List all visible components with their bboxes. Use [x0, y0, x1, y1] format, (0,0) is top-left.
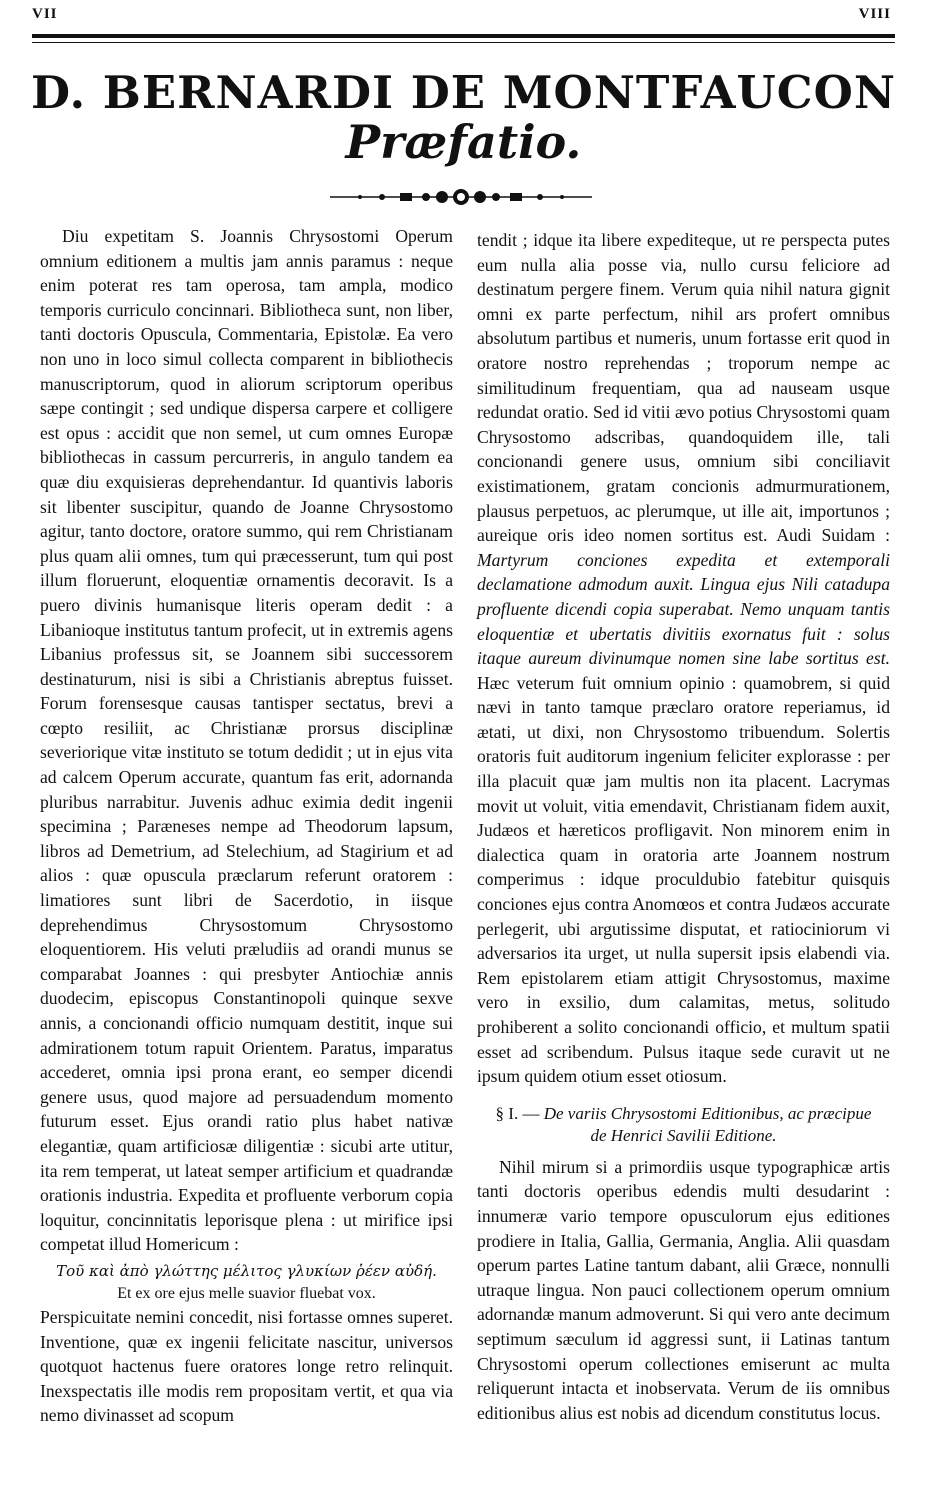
greek-verse: Τοῦ καὶ ἀπὸ γλώττης μέλιτος γλυκίων ῥέεν αὐδή.: [56, 1261, 437, 1280]
paragraph-perspicuity: Perspicuitate nemini concedit, nisi fortasse omnes superet. Inventione, quæ ex ingenii felicitate nascitur, universos quotquot hactenus fuere oratores longe retro relinquit. Inexspectatis ille modis rem propositam vertit, et qua via nemo divinasset ad scopum: [40, 1306, 453, 1426]
page-title: D. BERNARDI DE MONTFAUCON: [31, 66, 896, 119]
paragraph-continuation: tendit ; idque ita libere expediteque, ut re perspecta putes eum nulla alia posse via, nullo cursu feliciore ad destinatum pergere finem. Verum quia nihil natura gignit omni ex parte perfectum, nihil ars profert omnibus absolutum partibus et numeris, unum fortasse erit quod in oratore nostro reprehendas ; troporum nempe ac similitudinum frequentiam, qua ad nauseam usque redundat oratio. Sed id vitii ævo potius Chrysostomi quam Chrysostomo adscribas, quandoquidem ille, tali concionandi genere usus, omnium sibi conciliavit existimationem, gratam concionis admurmurationem, plausus perpetuos, ac plerumque, ut ille ait, importunos ; aureique oris ideo nomen sortitus est. Audi Suidam :: [477, 230, 890, 546]
section-title-line1: De variis Chrysostomi Editionibus, ac præcipue: [543, 1103, 872, 1123]
right-column: [477, 228, 890, 1425]
folio-right: VIII: [858, 6, 891, 22]
paragraph-editions: Nihil mirum si a primordiis usque typographicæ artis tanti doctoris operibus edendis multi desudarint : innumeræ vario tempore opusculorum ejus editiones prodiere in Italia, Gallia, Germania, Anglia. Alii quasdam operum partes Latine tantum dabant, alii Græce, nonnulli utraque lingua. Non pauci collectionem operum omnium adornandæ manum admoverunt. Si qui vero ante decimum septimum sæculum id aggressi sunt, ii Latinas tantum Chrysostomi operum collectiones emiserunt ac multa reliquerunt intacta et inobservata. Verum de iis omnibus editionibus alius est nobis ad dicendum constitutus locus.: [477, 1156, 890, 1423]
header-rule-thin: [32, 42, 895, 43]
section-title-line2: de Henrici Savilii Editione.: [590, 1125, 777, 1145]
section-heading: [477, 1103, 890, 1147]
ornament-divider: [330, 186, 592, 208]
left-column: [40, 224, 453, 1428]
folio-left: VII: [32, 6, 58, 22]
suidas-quote: Martyrum conciones expedita et extemporali declamatione admodum auxit. Lingua ejus Nili catadupa profluente dicendi copia superabat. Nemo unquam tantis eloquentiæ et ubertatis divitiis exornatus fuit : solus itaque aureum divinumque nomen sine labe sortitus est.: [477, 549, 890, 669]
header-rule-thick: [32, 34, 895, 38]
paragraph-continuation-b: Hæc veterum fuit omnium opinio : quamobrem, si quid nævi in tanto tamque præclaro oratore reperiamus, id ætati, ut dixi, non Chrysostomo tribuendum. Solertis oratoris fuit auditorum ingenium feliciter explorasse : per illa placuit quæ jam multis non ita placent. Lacrymas movit ut voluit, vitia emendavit, Christianam fidem auxit, Judæos et hæreticos profligavit. Non minorem enim in dialectica quam in oratoria arte Joannem nostrum comperimus : idque proculdubio fatebitur quisquis conciones ejus contra Anomœos et contra Judæos accurate perlegerit, ubi argutissime disputat, et ratiociniorum vi adversarios ita urget, ut nulla supersit ipsis elabendi via. Rem epistolarem etiam attigit Chrysostomus, maxime vero in exsilio, dum calamitas, metus, solitudo prohiberent a solito concionandi officio, et multum spatii esset ad scribendum. Pulsus itaque sede curavit ut ne ipsum quidem otium esset otiosum.: [477, 672, 890, 1087]
page-subtitle: Præfatio.: [345, 115, 582, 169]
section-number: § I. —: [495, 1103, 540, 1123]
latin-verse: Et ex ore ejus melle suavior fluebat vox.: [117, 1284, 376, 1302]
paragraph-intro: Diu expetitam S. Joannis Chrysostomi Operum omnium editionem a multis jam annis paramus : neque enim poterat res tam operosa, tam ampla, modico temporis curriculo concinnari. Bibliotheca sunt, non liber, tanti doctoris Opuscula, Commentaria, Epistolæ. Ea vero non uno in loco simul collecta comparent in bibliothecis manuscriptorum, quod in aliorum scriptorum operibus sæpe contingit ; sed undique dispersa carpere et colligere est opus : accidit que non semel, ut cum omnes Europæ bibliothecas in cassum percurreris, in angulo tandem ea quæ diu exquisieras deprehendantur. Id quantivis laboris sit libenter suscipitur, quando de Joanne Chrysostomo agitur, tanto doctore, oratore summo, qui rem Christianam plus quam alii omnes, tum qui præcesserunt, tum qui post illum floruerunt, eloquentiæ ornamentis decoravit. Is a puero divinis humanisque literis operam dedit : a Libanioque institutus tantum profecit, ut in extremis agens Libanius professus sit, se Joannem sibi successorem destinaturum, nisi is sibi a Christianis abreptus fuisset. Forum forensesque causas tantisper sectatus, brevi a cœpto resiliit, ac Christianæ prorsus disciplinæ severiorique vitæ instituto se totum dedidit ; ut in ejus vita ad calcem Operum accurate, quantum fas erit, adornanda pluribus narrabitur. Juvenis adhuc eximia dedit ingenii specimina ; Paræneses nempe ad Theodorum lapsum, libros ad Demetrium, ad Stelechium, ad Stagirium et ad alios : quæ opuscula præclarum referunt oratorem : limatiores sunt libri de Sacerdotio, in iisque deprehendimus Chrysostomum Chrysostomo eloquentiorem. His veluti præludiis ad orandi munus se comparabat Joannes : qui presbyter Antiochiæ annis duodecim, episcopus Constantinopoli quinque sexve annis, a concionandi officio numquam destitit, inque sui admirationem totum rapuit Orientem. Paratus, imparatus accederet, omnia ipsi prona erant, eo semper dicendi genere usus, quod majore ad persuadendum momento futurum esset. Ejus orandi ratio plus habet nativæ elegantiæ, quam artificiosæ diligentiæ : sicubi arte utitur, ita rem temperat, ut lateat semper artificium et quadrandæ orationis industria. Expedita et profluente verborum copia loquitur, concinnitatis leporisque plena : ut mirifice ipsi competat illud Homericum :: [40, 226, 453, 1255]
